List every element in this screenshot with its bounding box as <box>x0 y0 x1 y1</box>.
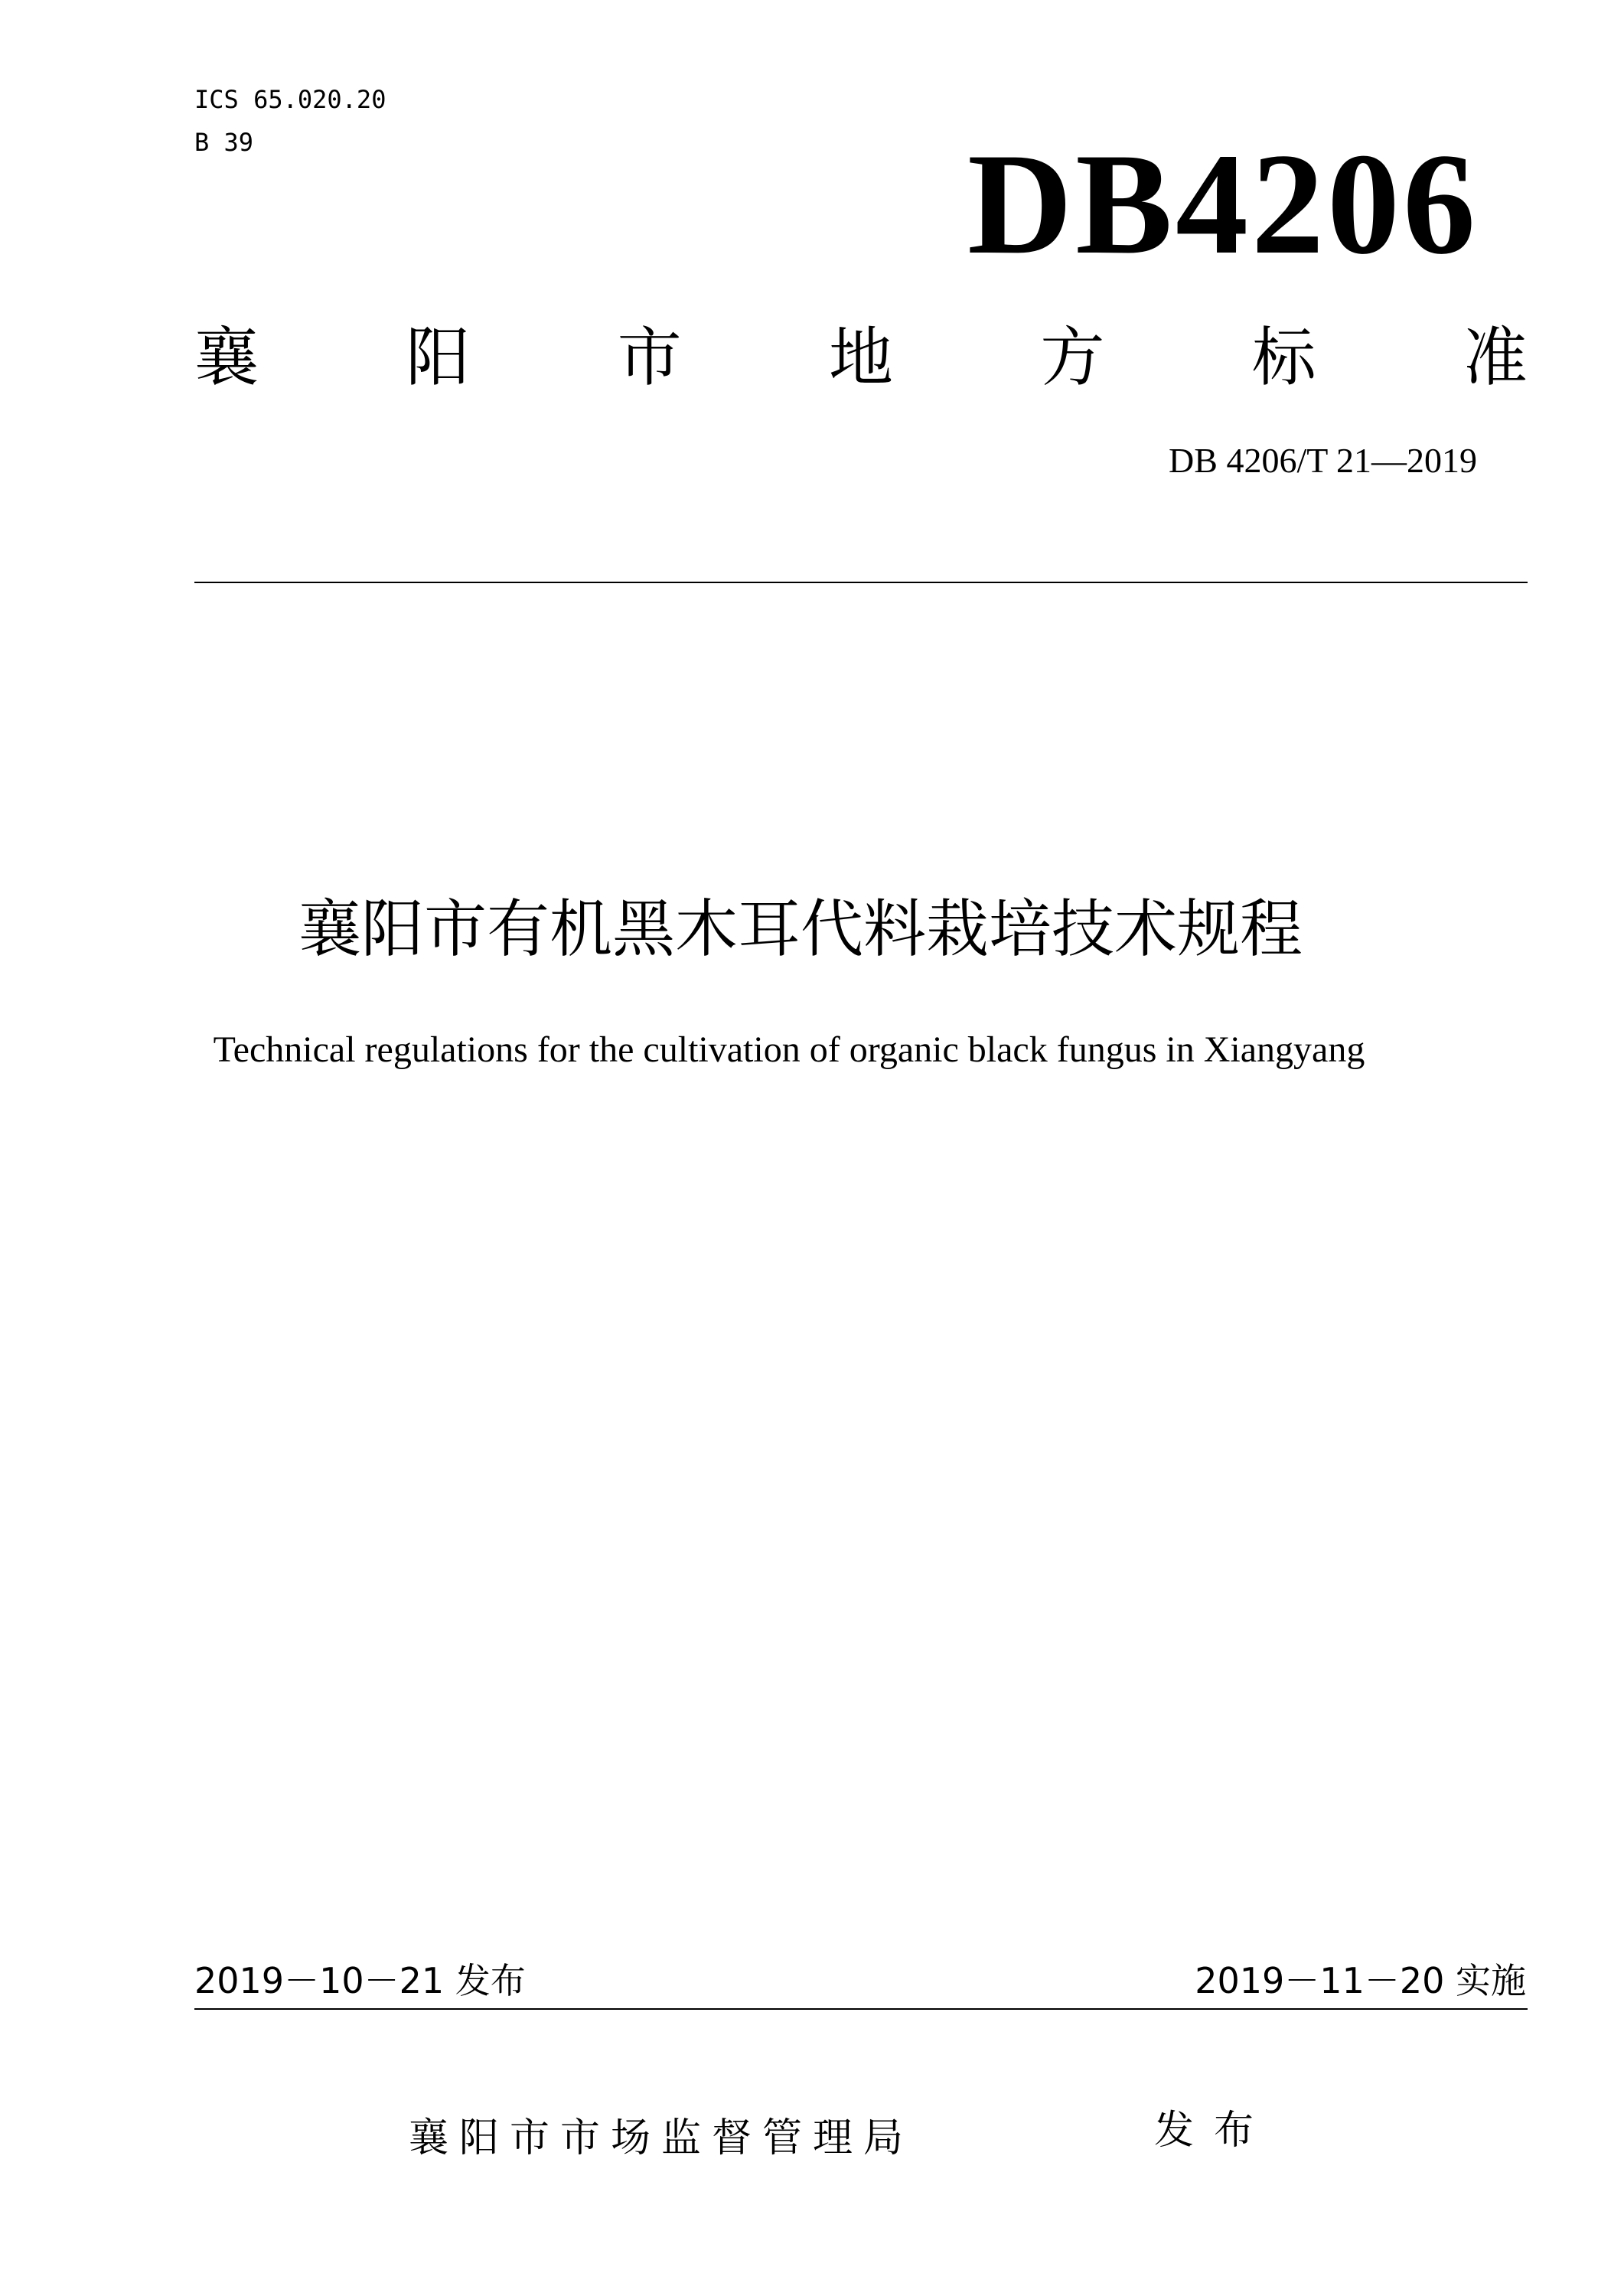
standard-type-char: 方 <box>1040 320 1105 395</box>
ics-code: ICS 65.020.20 <box>194 85 386 114</box>
implement-date: 2019－11－20 实施 <box>1195 1960 1526 2001</box>
standard-type-heading <box>194 315 1528 400</box>
standard-type-char: 阳 <box>406 320 471 395</box>
standard-type-char: 准 <box>1463 320 1528 395</box>
title-chinese: 襄阳市有机黑木耳代料栽培技术规程 <box>298 893 1303 966</box>
header-divider <box>194 582 1528 583</box>
standard-type-char: 襄 <box>194 320 259 395</box>
standard-number: DB 4206/T 21—2019 <box>1169 441 1477 480</box>
standard-type-char: 市 <box>617 320 682 395</box>
standard-code-mark: DB4206 <box>967 124 1479 285</box>
ccs-code: B 39 <box>194 128 254 157</box>
issuer-name: 襄阳市市场监督管理局 <box>409 2115 915 2161</box>
title-english: Technical regulations for the cultivation of organic black fungus in Xiangyang <box>213 1029 1365 1070</box>
issue-action: 发布 <box>1154 2108 1274 2154</box>
date-divider <box>194 2008 1528 2010</box>
standard-type-char: 地 <box>828 320 893 395</box>
publish-date: 2019－10－21 发布 <box>194 1960 526 2001</box>
standard-type-char: 标 <box>1251 320 1316 395</box>
